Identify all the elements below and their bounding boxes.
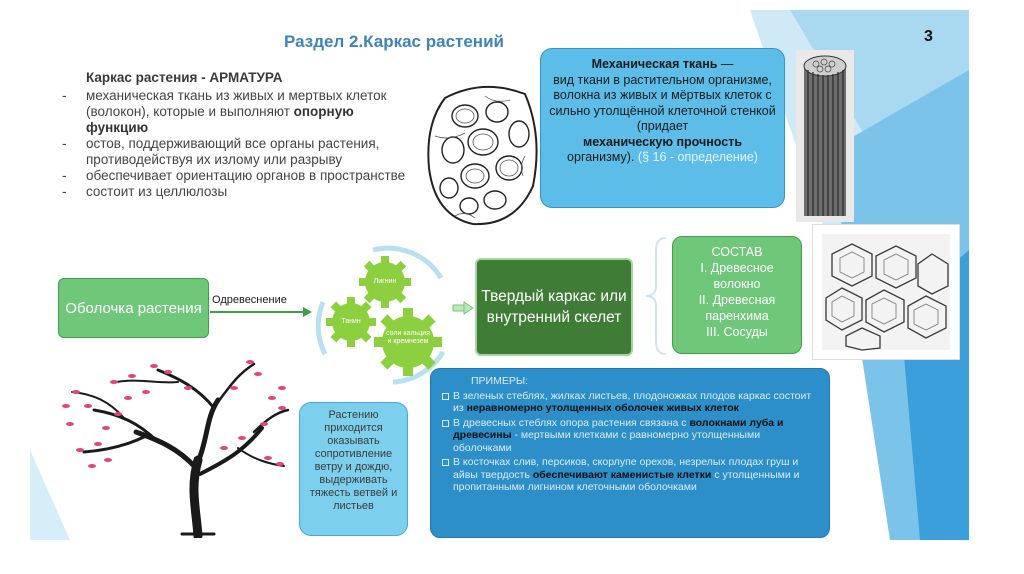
examples-title: ПРИМЕРЫ:: [471, 375, 529, 387]
definition-text: вид ткани в растительном организме, волокна из живых и мёртвых клеток с сильно утолщённой клеточной стенкой (придает: [549, 72, 776, 133]
hard-skeleton-box: Твердый каркас или внутренний скелет: [475, 258, 633, 356]
slide-title: Раздел 2.Каркас растений: [284, 32, 504, 51]
bullet-item: - механическая ткань из живых и мертвых клеток (волокон), которые и выполняют опорную функцию: [56, 88, 416, 136]
tree-icon: [58, 348, 292, 538]
left-bullets: [56, 70, 416, 200]
bullet-item: - обеспечивает ориентацию органов в пространстве: [56, 168, 416, 184]
bracket: [644, 236, 668, 356]
fiber-bundle-icon: [796, 50, 854, 222]
stone-cells-icon: [812, 224, 960, 360]
arrow-right-icon: [452, 301, 474, 315]
example-item: В зеленых стеблях, жилках листьев, плодоножках плодов каркас состоит из неравномерно утолщенных оболочек живых клеток: [441, 390, 821, 415]
composition-item: I. Древесное волокно: [700, 261, 774, 291]
bullet-item: - состоит из целлюлозы: [56, 184, 416, 200]
composition-item: II. Древесная паренхима: [698, 293, 776, 323]
composition-title: СОСТАВ: [711, 245, 763, 259]
definition-dash: —: [717, 57, 734, 71]
definition-box: [540, 48, 785, 208]
gears-group: [313, 242, 463, 388]
bullets-heading: Каркас растения - АРМАТУРА: [86, 70, 283, 85]
slide: [30, 10, 969, 540]
examples-box: [430, 368, 830, 538]
shell-box: Оболочка растения: [58, 278, 209, 338]
wind-resistance-box: Растению приходится оказывать сопротивление ветру и дождю, выдерживать тяжесть ветвей и листьев: [299, 402, 408, 536]
definition-bold: механическую прочность: [582, 134, 743, 149]
arrow-right-icon: [208, 306, 313, 318]
bullet-item: - остов, поддерживающий все органы растения, противодействуя их излому или разрыву: [56, 136, 416, 168]
example-item: В косточках слив, персиков, скорлупе орехов, незрелых плодах груш и айвы твердость обеспечивают каменистые клетки с утолщенными и пропитанными лигнином клеточными оболочками: [441, 456, 821, 494]
page-number: 3: [924, 28, 933, 45]
definition-term: Механическая ткань: [591, 57, 718, 71]
gear-label-lignin: Лигнин: [373, 278, 397, 285]
gear-label-salts: соли кальция и кремнезем: [386, 330, 430, 345]
definition-tail: организму).: [567, 150, 635, 164]
composition-item: III. Сосуды: [706, 325, 768, 339]
lignification-label: Одревеснение: [212, 294, 287, 306]
definition-section: (§ 16 - определение): [634, 150, 758, 164]
gear-label-tannin: Танин: [341, 318, 361, 325]
example-item: В древесных стеблях опора растения связана с волокнами луба и древесины - мертвыми клетками с равномерно утолщенными оболочками: [441, 417, 821, 455]
tissue-cross-section-icon: [425, 76, 543, 230]
composition-box: [672, 236, 802, 354]
